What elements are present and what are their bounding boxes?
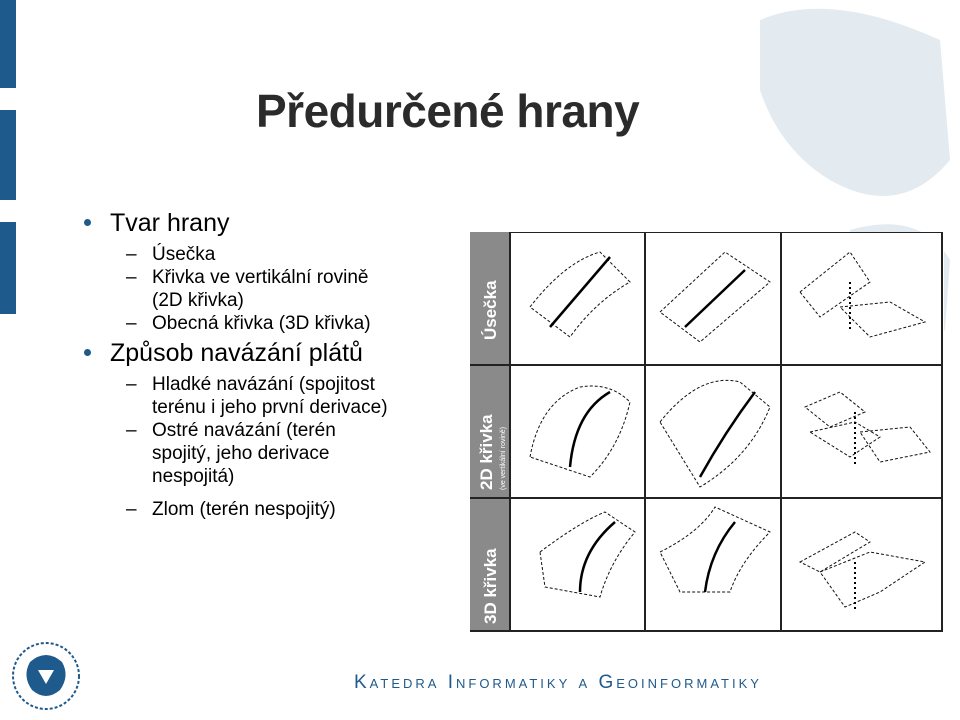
sub-bullet-item: – Hladké navázání (spojitost <box>126 374 375 395</box>
sub-bullet-continuation <box>82 442 482 465</box>
sub-bullet-item: – Křivka ve vertikální rovině <box>126 267 369 288</box>
row-label-usecka: Úsečka <box>481 280 500 340</box>
sub-bullet-continuation <box>82 465 482 488</box>
sub-bullet-text: Obecná křivka (3D křivka) <box>152 313 371 334</box>
sub-bullet-item: – Obecná křivka (3D křivka) <box>126 313 371 334</box>
edge-types-figure <box>470 232 944 637</box>
sub-bullet-text: nespojitá) <box>152 466 235 487</box>
left-accent-bar <box>0 222 16 314</box>
footer-department: Katedra Informatiky a Geoinformatiky <box>354 672 762 693</box>
left-accent-bar <box>0 0 16 88</box>
sub-bullet-item: – Úsečka <box>126 244 216 265</box>
sub-bullet-text: spojitý, jeho derivace <box>152 443 330 464</box>
row-label-2d: 2D křivka <box>477 414 496 490</box>
sub-bullet-continuation <box>82 289 482 312</box>
sub-bullet-text: terénu i jeho první derivace) <box>152 397 388 418</box>
university-logo <box>10 640 82 712</box>
sub-bullet-text: Úsečka <box>152 244 216 265</box>
row-label-2d-sub: (ve vertikální rovině) <box>500 426 507 490</box>
sub-bullet-text: Zlom (terén nespojitý) <box>152 499 336 520</box>
sub-bullet-text: (2D křivka) <box>152 290 244 311</box>
bullet-list <box>82 208 482 521</box>
sub-bullet-item: – Zlom (terén nespojitý) <box>126 499 336 520</box>
left-accent-bar <box>0 110 16 200</box>
bullet-item: Tvar hrany <box>82 208 482 238</box>
sub-bullet-text: Křivka ve vertikální rovině <box>152 267 369 288</box>
bullet-item: Způsob navázání plátů <box>82 338 482 368</box>
row-label-3d: 3D křivka <box>481 548 500 624</box>
sub-bullet-text: Hladké navázání (spojitost <box>152 374 375 395</box>
sub-bullet-continuation <box>82 396 482 419</box>
sub-bullet-item: – Ostré navázání (terén <box>126 420 336 441</box>
slide-title: Předurčené hrany <box>256 85 640 137</box>
sub-bullet-text: Ostré navázání (terén <box>152 420 336 441</box>
